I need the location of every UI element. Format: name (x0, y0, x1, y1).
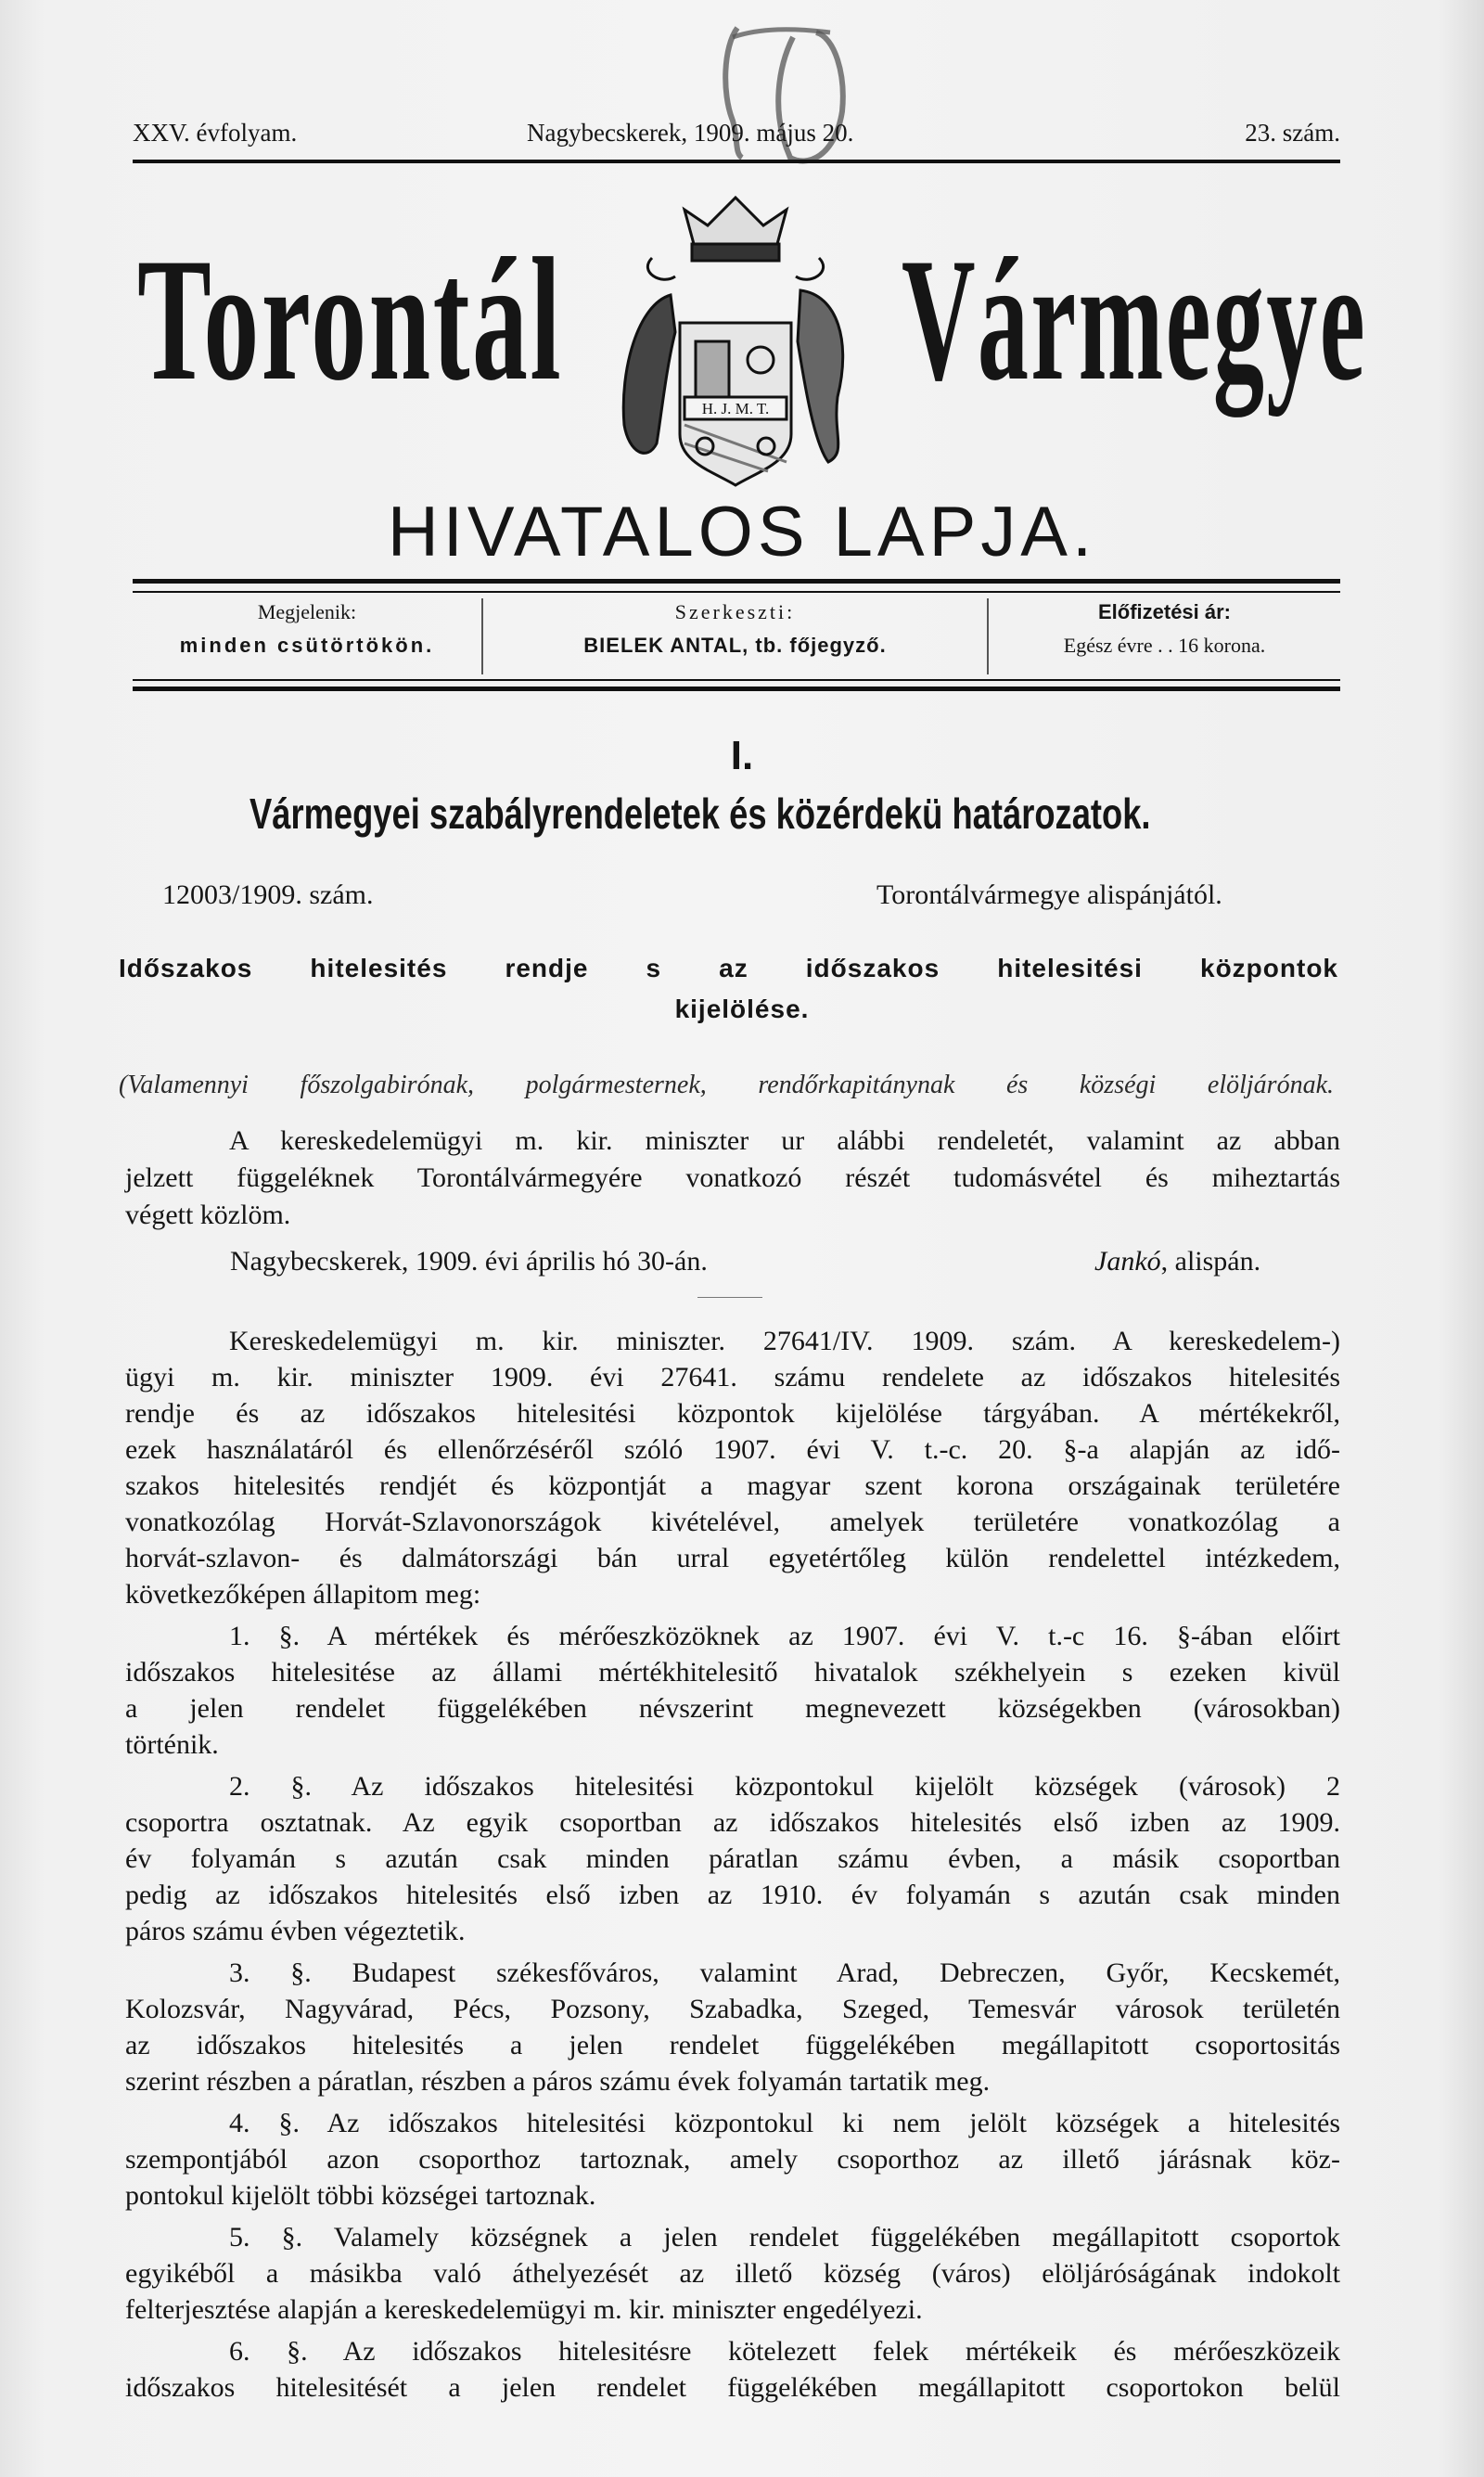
text-line: 1. §. A mértékek és mérőeszközöknek az 1907. évi V. t.-c 16. §-ában előirt (229, 1621, 1340, 1651)
title-right: Vármegye (902, 223, 1367, 417)
section-number: I. (730, 733, 754, 778)
appears-value: minden csütörtökön. (179, 634, 435, 657)
place-date: Nagybecskerek, 1909. május 20. (527, 119, 854, 147)
editor-label: Szerkeszti: (674, 600, 796, 623)
volume: XXV. évfolyam. (133, 119, 298, 147)
info-price (989, 598, 1340, 674)
place-date-line: Nagybecskerek, 1909. évi április hó 30-án. (230, 1246, 708, 1277)
editor-value: BIELEK ANTAL, tb. főjegyző. (583, 634, 887, 657)
text-line: a jelen rendelet függelékében névszerint megnevezett községekben (városokban) (125, 1693, 1340, 1724)
addressees: (Valamennyi főszolgabirónak, polgármesternek, rendőrkapitánynak és községi elöljárónak. (119, 1071, 1334, 1099)
paragraph (125, 2219, 1340, 2328)
text-line: felterjesztése alapján a kereskedelemügyi m. kir. miniszter engedélyezi. (125, 2294, 923, 2325)
decree-number: 12003/1909. szám. (162, 879, 374, 910)
text-line: ügyi m. kir. miniszter 1909. évi 27641. számu rendelete az időszakos hitelesités (125, 1362, 1340, 1393)
divider (133, 679, 1340, 681)
text-line: jelzett függeléknek Torontálvármegyére vonatkozó részét tudomásvétel és miheztartás (125, 1162, 1340, 1193)
price-value: Egész évre . . 16 korona. (1063, 634, 1266, 657)
paragraph (125, 1618, 1340, 1763)
text-line: következőképen állapitom meg: (125, 1579, 481, 1610)
text-line: 2. §. Az időszakos hitelesitési központokul kijelölt községek (városok) 2 (229, 1771, 1340, 1802)
signature: Jankó, alispán. (1094, 1246, 1261, 1277)
decree-subject-line: kijelölése. (674, 995, 810, 1023)
text-line: 5. §. Valamely községnek a jelen rendelet függelékében megállapitott csoportok (229, 2222, 1340, 2252)
decree-body (125, 1323, 1340, 2411)
text-line: pedig az időszakos hitelesités első izben az 1910. év folyamán s azután csak minden (125, 1880, 1340, 1910)
divider (133, 579, 1340, 584)
text-line: vonatkozólag Horvát-Szlavonországok kivételével, amelyek területére vonatkozólag a (125, 1507, 1340, 1537)
paragraph (125, 1323, 1340, 1612)
subtitle: HIVATALOS LAPJA. (387, 493, 1097, 571)
text-line: időszakos hitelesitését a jelen rendelet függelékében megállapitott csoportokon belül (125, 2372, 1340, 2403)
intro-paragraph (125, 1123, 1340, 1234)
text-line: ezek használatáról és ellenőrzéséről szóló 1907. évi V. t.-c. 20. §-a alapján az idő- (125, 1434, 1340, 1465)
text-line: szakos hitelesités rendjét és központját a magyar szent korona országainak területére (125, 1470, 1340, 1501)
issue-number: 23. szám. (1245, 119, 1340, 147)
text-line: páros számu évben végeztetik. (125, 1916, 466, 1946)
text-line: horvát-szlavon- és dalmátországi bán urral egyetértőleg külön rendelettel intézkedem, (125, 1543, 1340, 1573)
text-line: A kereskedelemügyi m. kir. miniszter ur alábbi rendeletét, valamint az abban (229, 1125, 1340, 1156)
text-line: pontokul kijelölt többi községei tartoznak. (125, 2180, 596, 2211)
text-line: szempontjából azon csoporthoz tartoznak, amely csoporthoz az illető járásnak köz- (125, 2144, 1340, 2175)
text-line: végett közlöm. (125, 1200, 291, 1230)
text-line: csoportra osztatnak. Az egyik csoportban az időszakos hitelesités első izben az 1909. (125, 1807, 1340, 1838)
text-line: év folyamán s azután csak minden páratlan számu évben, a másik csoportban (125, 1843, 1340, 1874)
info-editor (483, 598, 987, 674)
paragraph (125, 1768, 1340, 1949)
text-line: 3. §. Budapest székesfőváros, valamint Arad, Debreczen, Győr, Kecskemét, (229, 1957, 1340, 1988)
text-line: rendje és az időszakos hitelesitési központok kijelölése tárgyában. A mértékekről, (125, 1398, 1340, 1429)
paragraph (125, 2105, 1340, 2214)
appears-label: Megjelenik: (257, 600, 357, 623)
paragraph (125, 2333, 1340, 2406)
divider (133, 687, 1340, 691)
text-line: egyikéből a másikba való áthelyezését az illető község (város) elöljáróságának indokolt (125, 2258, 1340, 2289)
text-line: 4. §. Az időszakos hitelesitési központokul ki nem jelölt községek a hitelesités (229, 2108, 1340, 2138)
divider (133, 160, 1340, 163)
masthead-info-line (133, 119, 1340, 156)
text-line: 6. §. Az időszakos hitelesitésre kötelezett felek mértékeik és mérőeszközeik (229, 2336, 1340, 2367)
text-line: történik. (125, 1729, 219, 1760)
decree-from: Torontálvármegye alispánjától. (876, 879, 1222, 910)
separator (697, 1297, 762, 1298)
price-label: Előfizetési ár: (1097, 600, 1232, 623)
info-appears (133, 598, 481, 674)
crest-text: H. J. M. T. (701, 400, 770, 417)
text-line: időszakos hitelesitése az állami mértékhitelesitő hivatalok székhelyein s ezeken kivül (125, 1657, 1340, 1688)
text-line: az időszakos hitelesités a jelen rendelet függelékében megállapitott csoportositás (125, 2030, 1340, 2060)
coat-of-arms-icon (582, 184, 889, 494)
text-line: Kolozsvár, Nagyvárad, Pécs, Pozsony, Szabadka, Szeged, Temesvár városok területén (125, 1994, 1340, 2024)
decree-subject-line: Időszakos hitelesités rendje s az időszakos hitelesitési központok (119, 954, 1338, 982)
title-left: Torontál (137, 223, 564, 417)
text-line: szerint részben a páratlan, részben a páros számu évek folyamán tartatik meg. (125, 2066, 991, 2097)
divider (133, 591, 1340, 593)
section-heading: Vármegyei szabályrendeletek és közérdekü határozatok. (249, 789, 1151, 838)
text-line: Kereskedelemügyi m. kir. miniszter. 27641/IV. 1909. szám. A kereskedelem-) (229, 1326, 1340, 1356)
paragraph (125, 1955, 1340, 2099)
